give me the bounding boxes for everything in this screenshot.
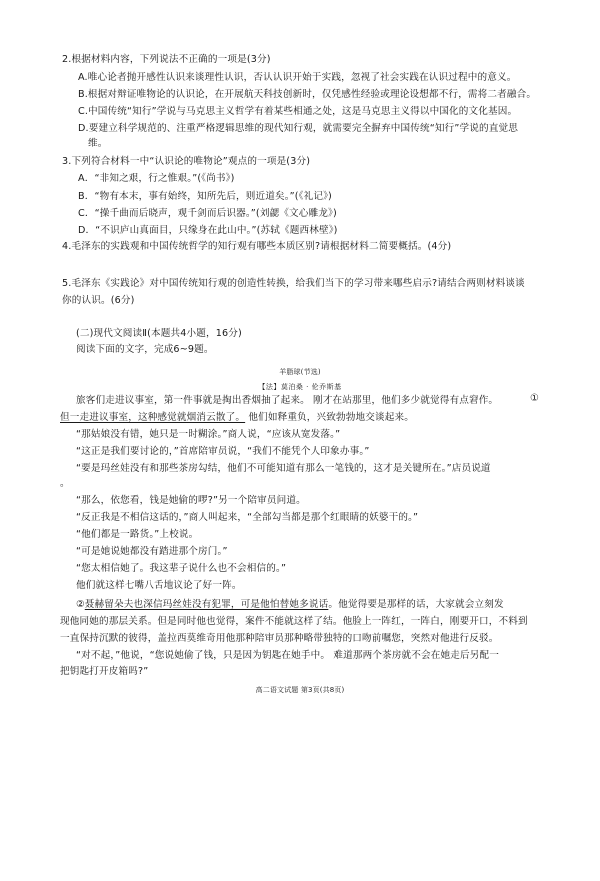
para10: 他们就这样七嘴八舌地议论了好一阵。 [76,580,242,591]
para1-line2 [60,411,414,424]
para4-line1: “要是玛丝娃没有和那些茶房勾结，他们不可能知道有那么一笔钱的，这才是关键所在。”店员说道 [76,463,491,474]
q3-option-b: B．“物有本末，事有始终，知所先后，则近道矣。”(《礼记》) [78,191,332,202]
article-author: 【法】莫泊桑 · 伦乔斯基 [258,383,342,391]
para9: “您太相信她了。我这辈子说什么也不会相信的。” [76,563,287,574]
underlined-sentence-2: 聂赫留朵夫也深信玛丝娃没有犯罪，可是他怕替她多说话 [84,599,329,610]
marker-1: ① [530,393,539,404]
para8: “可是她说她都没有踏进那个房门。” [76,546,228,557]
para11-line1 [76,598,504,611]
para12-line2: 把钥匙打开皮箱吗?” [60,666,149,677]
section2-heading: (二)现代文阅读Ⅱ(本题共4小题，16分) [76,328,242,339]
para12-line1: “对不起，”他说，“您说她偷了钱，只是因为钥匙在她手中。 难道那两个茶房就不会在她走后另配一 [76,650,499,661]
para3: “这正是我们要讨论的，”首席陪审员说，“我们不能凭个人印象办事。” [76,446,370,457]
para4-line2: 。 [60,478,70,489]
para11-line2: 现他同她的那层关系。但是同时他也觉得，案件不能就这样了结。他脸上一阵红，一阵白，刚要开口，不料到 [60,616,528,627]
para11-line3: 一直保持沉默的彼得，盖拉西莫维奇用他那种陪审员那种略带独特的口吻前嘱您，突然对他进行反驳。 [60,633,499,644]
para6: “反正我是不相信这话的，”商人叫起来，“全部勾当都是那个红眼睛的妖婆干的。” [76,512,419,523]
para1-line2-rest: 他们如释重负，兴致勃勃地交谈起来。 [245,412,414,423]
q2-stem: 2.根据材料内容，下列说法不正确的一项是(3分) [62,54,271,65]
para1-line1: 旅客们走进议事室，第一件事就是掏出香烟抽了起来。 刚才在站那里，他们多少就觉得有点窘作。 [76,395,499,406]
para7: “他们都是一路货。”上校说。 [76,529,199,540]
q2-option-d-line2: 维。 [88,138,108,149]
q3-option-d: D．“不识庐山真面目，只缘身在此山中。”(苏轼《题西林壁》) [78,225,338,236]
section2-instruction: 阅读下面的文字，完成6~9题。 [76,344,214,355]
q3-stem: 3.下列符合材料一中“认识论的唯物论”观点的一项是(3分) [62,156,311,167]
q2-option-b: B.根据对辩证唯物论的认识论，在开展航天科技创新时，仅凭感性经验或理论设想都不行，需将二者融合。 [78,89,537,100]
q2-option-a: A.唯心论者抛开感性认识来谈理性认识，否认认识开始于实践，忽视了社会实践在认识过程中的意义。 [78,72,517,83]
para2: “那姑娘没有错，她只是一时糊涂。”商人说，“应该从宽发落。” [76,429,341,440]
q2-option-d-line1: D.要建立科学规范的、注重严格逻辑思维的现代知行观，就需要完全摒弃中国传统“知行”学说的直觉思 [78,123,518,134]
para11-line1-rest: 。他觉得要是那样的话，大家就会立刻发 [328,599,504,610]
article-title: 羊脂球(节选) [279,368,321,376]
q3-option-a: A．“非知之艰，行之惟艰。”(《尚书》) [78,173,235,184]
q5-line1: 5.毛泽东《实践论》对中国传统知行观的创造性转换，给我们当下的学习带来哪些启示?请结合两则材料谈谈 [62,278,525,289]
page-footer: 高二语文试题 第3页(共8页) [255,686,345,694]
q2-option-c: C.中国传统“知行”学说与马克思主义哲学有着某些相通之处，这是马克思主义得以中国化的文化基因。 [78,106,518,117]
para5: “那么，依您看，钱是她偷的啰?”另一个陪审员问道。 [76,495,306,506]
q3-option-c: C．“操千曲而后晓声，观千剑而后识器。”(刘勰《文心雕龙》) [78,208,337,219]
q4-stem: 4.毛泽东的实践观和中国传统哲学的知行观有哪些本质区别?请根据材料二简要概括。(4分) [62,241,452,252]
q5-line2: 你的认识。(6分) [62,295,135,306]
underlined-sentence-1: 但一走进议事室，这种感觉就烟消云散了。 [60,412,246,423]
marker-2: ② [76,599,85,610]
